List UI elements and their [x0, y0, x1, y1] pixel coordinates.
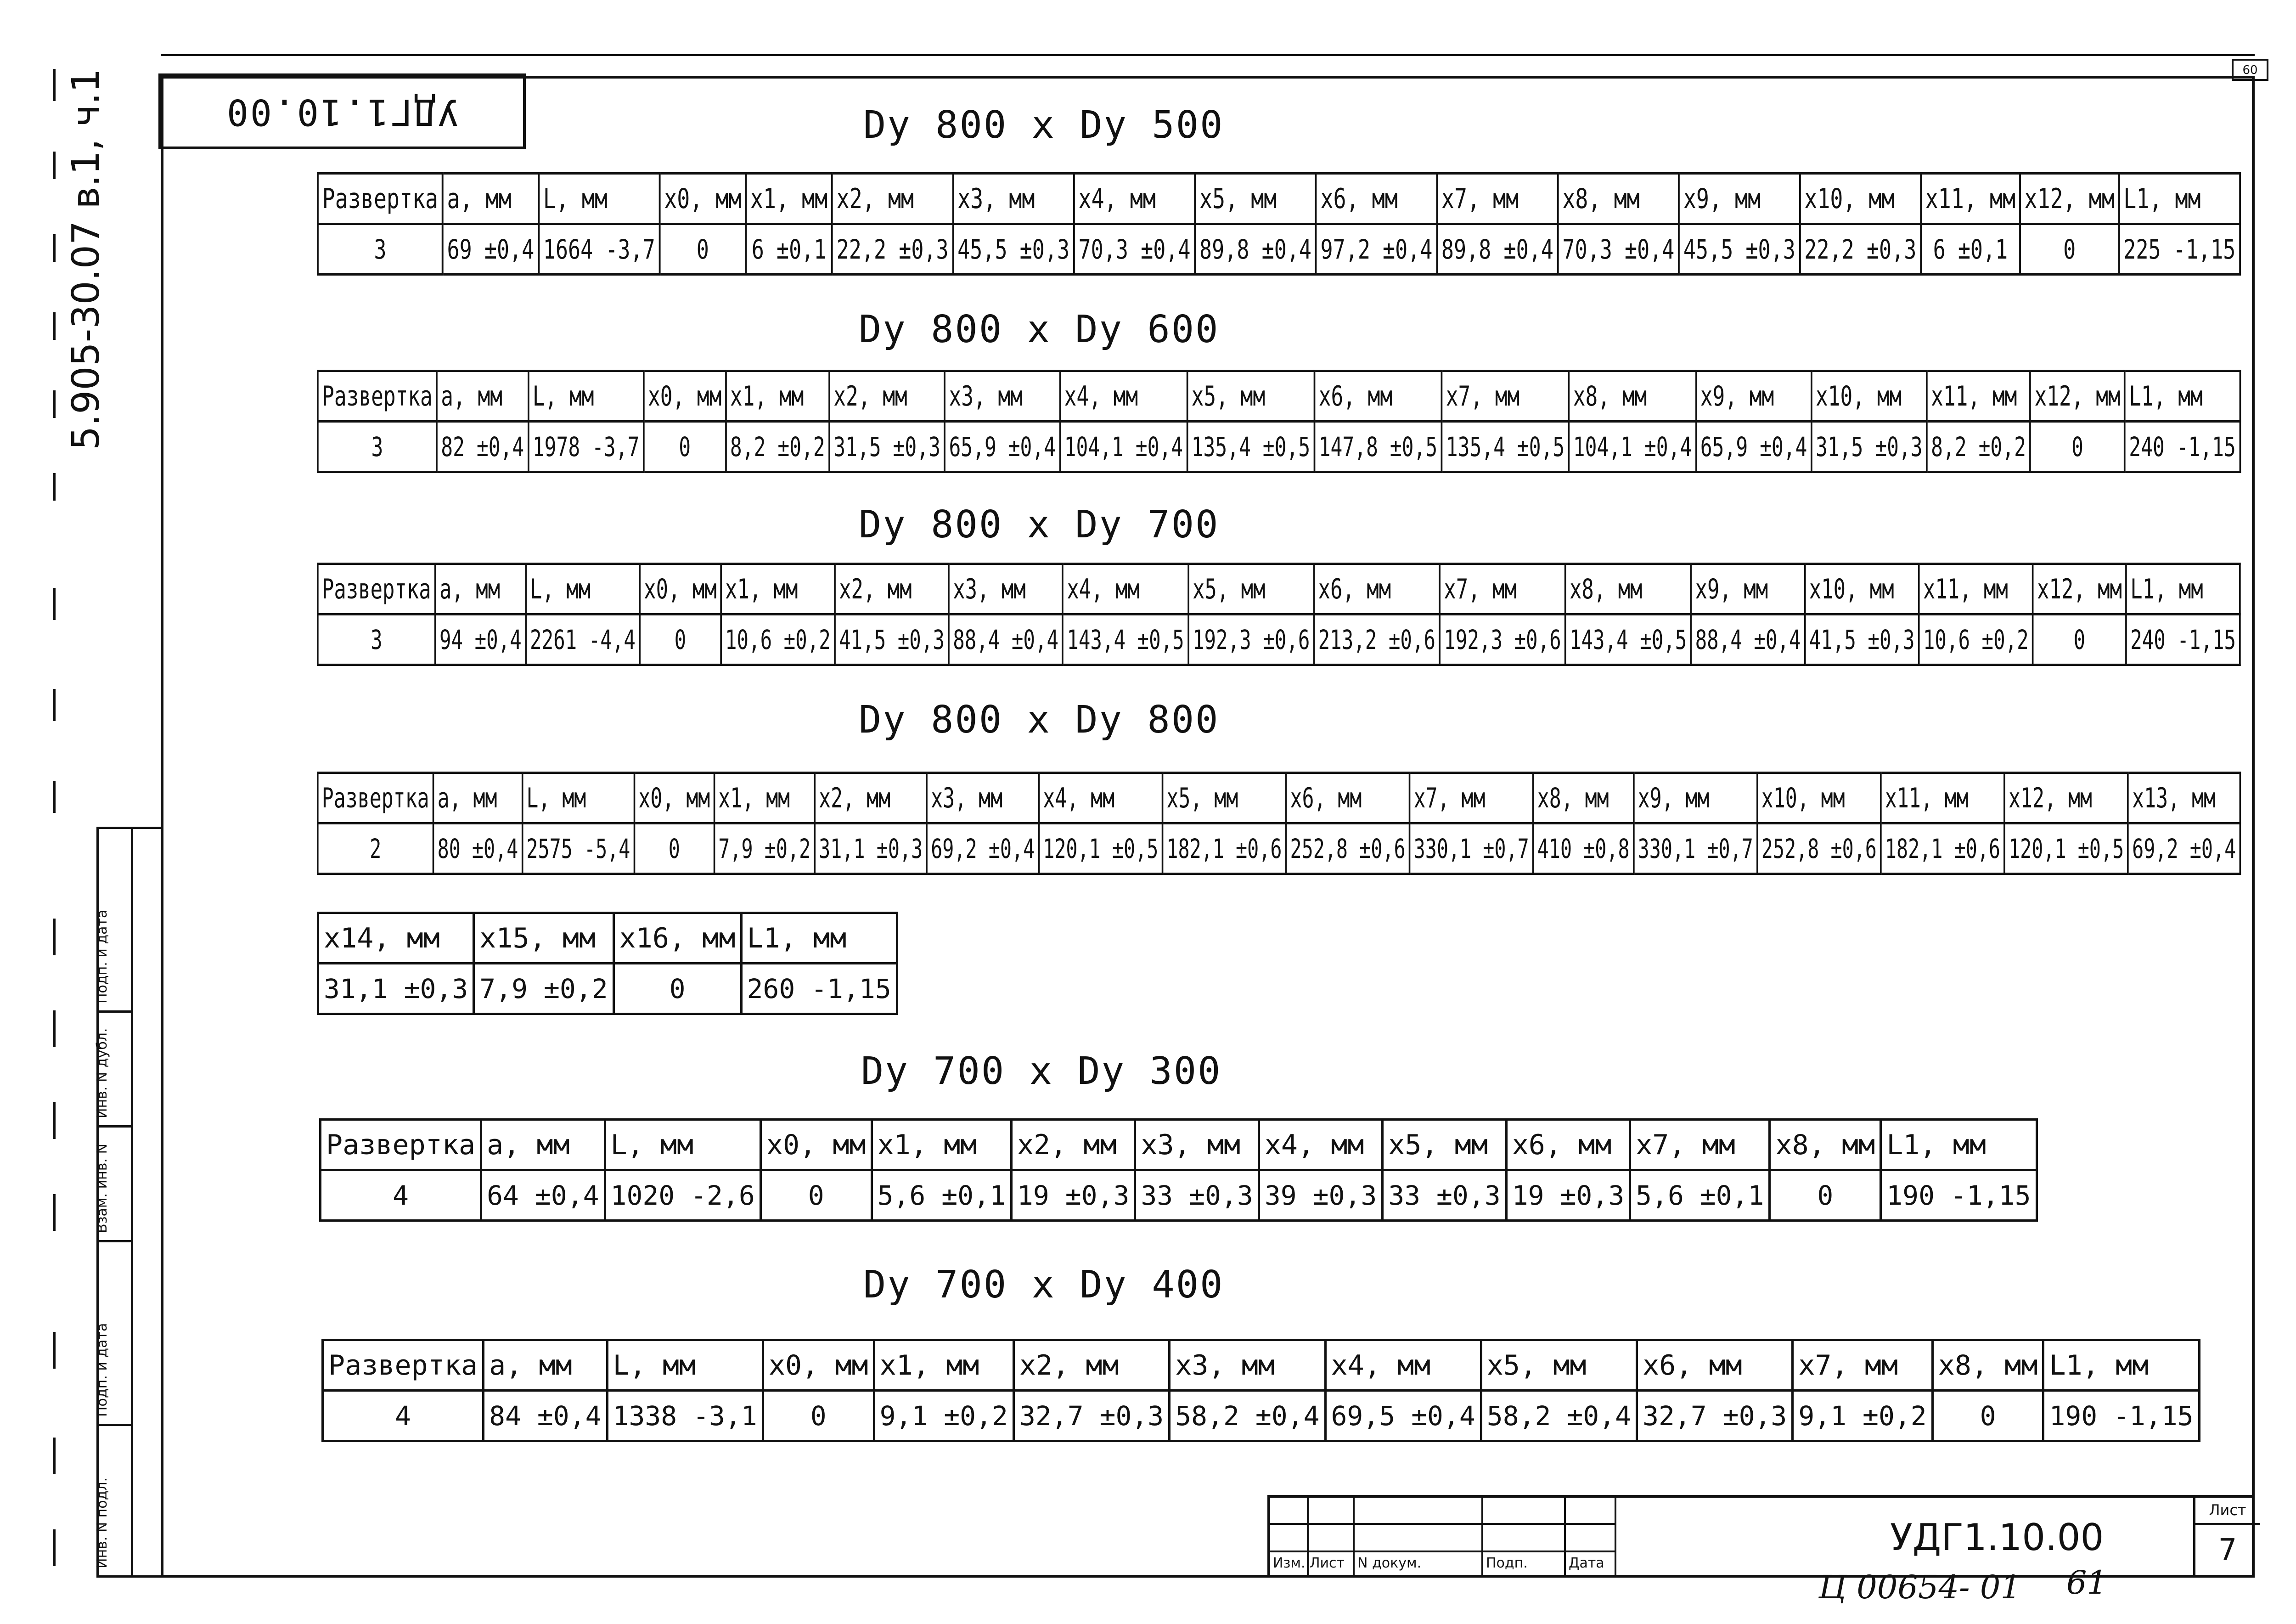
column-header: x4, мм: [1325, 1340, 1481, 1391]
table-cell: 9,1 ±0,2: [874, 1391, 1013, 1441]
column-header: Развертка: [318, 773, 433, 823]
dimension-table: [321, 1339, 2200, 1442]
column-header: Развертка: [323, 1340, 484, 1391]
table-cell: 135,4 ±0,5: [1441, 422, 1569, 472]
table-cell: 84 ±0,4: [484, 1391, 607, 1441]
section-title: Dy 800 x Dy 500: [863, 103, 1224, 147]
column-header: x12, мм: [2030, 371, 2125, 422]
column-header: x13, мм: [2128, 773, 2240, 823]
binding-tick: [53, 1194, 56, 1231]
binding-tick: [53, 473, 56, 501]
table-cell: 7,9 ±0,2: [474, 964, 613, 1014]
column-header: Развертка: [318, 564, 435, 615]
column-header: x3, мм: [1170, 1340, 1325, 1391]
table-cell: 3: [318, 224, 443, 275]
column-header: x6, мм: [1314, 564, 1440, 615]
table-cell: 330,1 ±0,7: [1410, 823, 1533, 874]
table-cell: 82 ±0,4: [437, 422, 528, 472]
table-cell: 80 ±0,4: [433, 823, 523, 874]
binding-tick: [53, 1438, 56, 1474]
titleblock-col: Подп.: [1486, 1555, 1528, 1571]
table-cell: 69 ±0,4: [443, 224, 539, 275]
table-cell: 19 ±0,3: [1506, 1170, 1630, 1221]
column-header: x9, мм: [1679, 174, 1800, 224]
column-header: L, мм: [526, 564, 640, 615]
table-cell: 9,1 ±0,2: [1793, 1391, 1932, 1441]
table-cell: 65,9 ±0,4: [945, 422, 1060, 472]
table-cell: 0: [1770, 1170, 1881, 1221]
column-header: x1, мм: [726, 371, 829, 422]
dimension-table-continued: [317, 912, 898, 1015]
column-header: x6, мм: [1637, 1340, 1793, 1391]
column-header: x4, мм: [1074, 174, 1195, 224]
binding-tick: [53, 69, 56, 101]
table-cell: 10,6 ±0,2: [721, 615, 835, 665]
table-cell: 0: [644, 422, 726, 472]
section-title: Dy 800 x Dy 700: [859, 503, 1220, 547]
table-cell: 4: [321, 1170, 481, 1221]
column-header: x8, мм: [1770, 1120, 1881, 1170]
column-header: x10, мм: [1812, 371, 1927, 422]
table-cell: 69,2 ±0,4: [927, 823, 1039, 874]
column-header: x9, мм: [1691, 564, 1805, 615]
column-header: x3, мм: [949, 564, 1063, 615]
table-cell: 120,1 ±0,5: [1039, 823, 1162, 874]
table-cell: 0: [613, 964, 741, 1014]
column-header: x6, мм: [1316, 174, 1437, 224]
sheet-number: 7: [2193, 1523, 2260, 1578]
binding-tick: [53, 312, 56, 340]
table-cell: 0: [1932, 1391, 2043, 1441]
binding-tick: [53, 1529, 56, 1566]
table-cell: 410 ±0,8: [1533, 823, 1634, 874]
column-header: x9, мм: [1696, 371, 1812, 422]
column-header: Развертка: [321, 1120, 481, 1170]
column-header: x11, мм: [1921, 174, 2020, 224]
section-title: Dy 800 x Dy 600: [859, 308, 1220, 351]
dimension-table: [317, 172, 2241, 276]
column-header: L1, мм: [741, 913, 897, 964]
column-header: L, мм: [529, 371, 644, 422]
table-cell: 2: [318, 823, 433, 874]
column-header: x7, мм: [1441, 371, 1569, 422]
corner-number: 60: [2232, 59, 2268, 81]
column-header: L1, мм: [2125, 371, 2240, 422]
column-header: x2, мм: [815, 773, 927, 823]
column-header: x8, мм: [1569, 371, 1696, 422]
column-header: L1, мм: [2126, 564, 2240, 615]
column-header: x6, мм: [1314, 371, 1441, 422]
column-header: x2, мм: [1013, 1340, 1169, 1391]
section-title: Dy 800 x Dy 800: [859, 698, 1220, 742]
table-cell: 8,2 ±0,2: [726, 422, 829, 472]
column-header: x12, мм: [2033, 564, 2126, 615]
column-header: L1, мм: [2119, 174, 2240, 224]
column-header: x3, мм: [953, 174, 1074, 224]
column-header: x5, мм: [1383, 1120, 1506, 1170]
table-cell: 31,1 ±0,3: [815, 823, 927, 874]
column-header: x8, мм: [1558, 174, 1679, 224]
column-header: x7, мм: [1410, 773, 1533, 823]
table-cell: 22,2 ±0,3: [1800, 224, 1921, 275]
titleblock-col: N докум.: [1357, 1555, 1422, 1571]
column-header: x16, мм: [613, 913, 741, 964]
table-cell: 89,8 ±0,4: [1437, 224, 1558, 275]
column-header: x1, мм: [721, 564, 835, 615]
column-header: x4, мм: [1063, 564, 1188, 615]
side-label: Подп. и дата: [94, 909, 110, 1004]
column-header: x0, мм: [644, 371, 726, 422]
stamp-code: УДГ1.10.00: [225, 90, 459, 132]
column-header: x8, мм: [1565, 564, 1691, 615]
table-cell: 31,5 ±0,3: [1812, 422, 1927, 472]
table-cell: 5,6 ±0,1: [872, 1170, 1011, 1221]
binding-tick: [53, 1332, 56, 1369]
column-header: a, мм: [437, 371, 528, 422]
table-cell: 6 ±0,1: [1921, 224, 2020, 275]
table-cell: 0: [763, 1391, 874, 1441]
column-header: x0, мм: [634, 773, 714, 823]
column-header: x11, мм: [1927, 371, 2030, 422]
table-cell: 58,2 ±0,4: [1170, 1391, 1325, 1441]
column-header: x5, мм: [1481, 1340, 1637, 1391]
table-cell: 31,1 ±0,3: [318, 964, 474, 1014]
table-cell: 33 ±0,3: [1383, 1170, 1506, 1221]
table-cell: 94 ±0,4: [435, 615, 526, 665]
column-header: L, мм: [539, 174, 659, 224]
section-title: Dy 700 x Dy 400: [863, 1263, 1224, 1307]
table-cell: 260 -1,15: [741, 964, 897, 1014]
table-cell: 190 -1,15: [1881, 1170, 2037, 1221]
table-cell: 41,5 ±0,3: [1805, 615, 1919, 665]
column-header: x4, мм: [1259, 1120, 1382, 1170]
table-cell: 0: [640, 615, 721, 665]
table-cell: 65,9 ±0,4: [1696, 422, 1812, 472]
column-header: x3, мм: [1135, 1120, 1259, 1170]
table-cell: 4: [323, 1391, 484, 1441]
table-cell: 182,1 ±0,6: [1162, 823, 1286, 874]
table-cell: 143,4 ±0,5: [1063, 615, 1188, 665]
table-cell: 104,1 ±0,4: [1569, 422, 1696, 472]
table-cell: 0: [2030, 422, 2125, 472]
column-header: x8, мм: [1533, 773, 1634, 823]
column-header: x0, мм: [763, 1340, 874, 1391]
titleblock-code: УДГ1.10.00: [1890, 1516, 2104, 1559]
table-cell: 97,2 ±0,4: [1316, 224, 1437, 275]
dimension-table: [317, 772, 2241, 875]
table-cell: 10,6 ±0,2: [1919, 615, 2033, 665]
column-header: x2, мм: [832, 174, 953, 224]
table-cell: 192,3 ±0,6: [1188, 615, 1314, 665]
table-cell: 252,8 ±0,6: [1757, 823, 1881, 874]
column-header: x5, мм: [1188, 564, 1314, 615]
table-cell: 64 ±0,4: [481, 1170, 605, 1221]
column-header: x1, мм: [872, 1120, 1011, 1170]
column-header: Развертка: [318, 371, 437, 422]
table-cell: 1338 -3,1: [607, 1391, 763, 1441]
column-header: x7, мм: [1630, 1120, 1770, 1170]
dimension-table: [317, 370, 2241, 473]
column-header: x2, мм: [829, 371, 945, 422]
column-header: x10, мм: [1800, 174, 1921, 224]
column-header: x5, мм: [1195, 174, 1316, 224]
table-cell: 0: [634, 823, 714, 874]
table-cell: 3: [318, 422, 437, 472]
column-header: x3, мм: [945, 371, 1060, 422]
table-cell: 89,8 ±0,4: [1195, 224, 1316, 275]
table-cell: 8,2 ±0,2: [1927, 422, 2030, 472]
sheet-label: Лист: [2193, 1498, 2260, 1525]
table-cell: 240 -1,15: [2125, 422, 2240, 472]
column-header: x12, мм: [2020, 174, 2119, 224]
column-header: Развертка: [318, 174, 443, 224]
table-cell: 2261 -4,4: [526, 615, 640, 665]
binding-tick: [53, 689, 56, 721]
table-cell: 0: [2020, 224, 2119, 275]
column-header: x7, мм: [1793, 1340, 1932, 1391]
column-header: x8, мм: [1932, 1340, 2043, 1391]
table-cell: 120,1 ±0,5: [2004, 823, 2128, 874]
side-document-code: 5.905-30.07 в.1, ч.1: [64, 68, 108, 450]
dimension-table: [317, 563, 2241, 666]
table-cell: 33 ±0,3: [1135, 1170, 1259, 1221]
table-cell: 22,2 ±0,3: [832, 224, 953, 275]
table-cell: 252,8 ±0,6: [1286, 823, 1409, 874]
table-cell: 143,4 ±0,5: [1565, 615, 1691, 665]
table-cell: 0: [2033, 615, 2126, 665]
column-header: x9, мм: [1634, 773, 1757, 823]
column-header: a, мм: [484, 1340, 607, 1391]
column-header: x6, мм: [1286, 773, 1409, 823]
column-header: x7, мм: [1437, 174, 1558, 224]
table-cell: 240 -1,15: [2126, 615, 2240, 665]
column-header: x3, мм: [927, 773, 1039, 823]
table-cell: 190 -1,15: [2043, 1391, 2199, 1441]
table-cell: 32,7 ±0,3: [1013, 1391, 1169, 1441]
column-header: x0, мм: [760, 1120, 872, 1170]
table-cell: 3: [318, 615, 435, 665]
top-border-line: [161, 54, 2255, 56]
table-cell: 19 ±0,3: [1011, 1170, 1135, 1221]
table-cell: 88,4 ±0,4: [1691, 615, 1805, 665]
column-header: L, мм: [522, 773, 634, 823]
column-header: x4, мм: [1060, 371, 1187, 422]
dimension-table: [319, 1118, 2038, 1222]
side-label: Инв. N дубл.: [94, 1028, 110, 1118]
table-cell: 225 -1,15: [2119, 224, 2240, 275]
column-header: x11, мм: [1881, 773, 2004, 823]
table-cell: 0: [659, 224, 746, 275]
column-header: x5, мм: [1187, 371, 1314, 422]
column-header: x1, мм: [714, 773, 815, 823]
column-header: x5, мм: [1162, 773, 1286, 823]
binding-tick: [53, 234, 56, 262]
binding-tick: [53, 1102, 56, 1139]
column-header: x10, мм: [1757, 773, 1881, 823]
column-header: L1, мм: [1881, 1120, 2037, 1170]
table-cell: 330,1 ±0,7: [1634, 823, 1757, 874]
column-header: x11, мм: [1919, 564, 2033, 615]
column-header: L, мм: [605, 1120, 760, 1170]
column-header: x2, мм: [1011, 1120, 1135, 1170]
column-header: x2, мм: [835, 564, 949, 615]
table-cell: 7,9 ±0,2: [714, 823, 815, 874]
table-cell: 1664 -3,7: [539, 224, 659, 275]
column-header: a, мм: [433, 773, 523, 823]
column-header: x0, мм: [659, 174, 746, 224]
column-header: a, мм: [435, 564, 526, 615]
handwritten-page: 61: [2066, 1564, 2108, 1601]
column-header: x1, мм: [746, 174, 832, 224]
column-header: a, мм: [481, 1120, 605, 1170]
column-header: x14, мм: [318, 913, 474, 964]
table-cell: 58,2 ±0,4: [1481, 1391, 1637, 1441]
table-cell: 1020 -2,6: [605, 1170, 760, 1221]
binding-tick: [53, 781, 56, 813]
table-cell: 2575 -5,4: [522, 823, 634, 874]
column-header: x15, мм: [474, 913, 613, 964]
table-cell: 104,1 ±0,4: [1060, 422, 1187, 472]
table-cell: 32,7 ±0,3: [1637, 1391, 1793, 1441]
table-cell: 45,5 ±0,3: [1679, 224, 1800, 275]
table-cell: 70,3 ±0,4: [1074, 224, 1195, 275]
table-cell: 6 ±0,1: [746, 224, 832, 275]
binding-tick: [53, 1010, 56, 1047]
table-cell: 213,2 ±0,6: [1314, 615, 1440, 665]
table-cell: 182,1 ±0,6: [1881, 823, 2004, 874]
table-cell: 147,8 ±0,5: [1314, 422, 1441, 472]
titleblock-col: Изм.: [1273, 1555, 1306, 1571]
titleblock-col: Дата: [1569, 1555, 1604, 1571]
rotated-stamp: [158, 73, 526, 149]
column-header: x10, мм: [1805, 564, 1919, 615]
handwritten-note: Ц 00654- 01: [1818, 1568, 2021, 1606]
column-header: L, мм: [607, 1340, 763, 1391]
table-cell: 39 ±0,3: [1259, 1170, 1382, 1221]
column-header: x6, мм: [1506, 1120, 1630, 1170]
binding-tick: [53, 919, 56, 955]
table-cell: 70,3 ±0,4: [1558, 224, 1679, 275]
side-stamp-strip: [96, 827, 163, 1578]
table-cell: 1978 -3,7: [529, 422, 644, 472]
table-cell: 0: [760, 1170, 872, 1221]
table-cell: 69,5 ±0,4: [1325, 1391, 1481, 1441]
table-cell: 69,2 ±0,4: [2128, 823, 2240, 874]
binding-tick: [53, 588, 56, 620]
side-label: Инв. N подл.: [94, 1477, 110, 1568]
table-cell: 45,5 ±0,3: [953, 224, 1074, 275]
table-cell: 135,4 ±0,5: [1187, 422, 1314, 472]
column-header: x12, мм: [2004, 773, 2128, 823]
table-cell: 88,4 ±0,4: [949, 615, 1063, 665]
side-label: Взам. инв. N: [94, 1144, 110, 1233]
column-header: x0, мм: [640, 564, 721, 615]
side-label: Подп. и дата: [94, 1323, 110, 1417]
column-header: x7, мм: [1440, 564, 1565, 615]
column-header: x4, мм: [1039, 773, 1162, 823]
section-title: Dy 700 x Dy 300: [861, 1049, 1222, 1093]
titleblock-col: Лист: [1310, 1555, 1345, 1571]
column-header: L1, мм: [2043, 1340, 2199, 1391]
column-header: x1, мм: [874, 1340, 1013, 1391]
table-cell: 41,5 ±0,3: [835, 615, 949, 665]
table-cell: 31,5 ±0,3: [829, 422, 945, 472]
binding-tick: [53, 390, 56, 418]
column-header: a, мм: [443, 174, 539, 224]
binding-tick: [53, 152, 56, 179]
table-cell: 192,3 ±0,6: [1440, 615, 1565, 665]
table-cell: 5,6 ±0,1: [1630, 1170, 1770, 1221]
